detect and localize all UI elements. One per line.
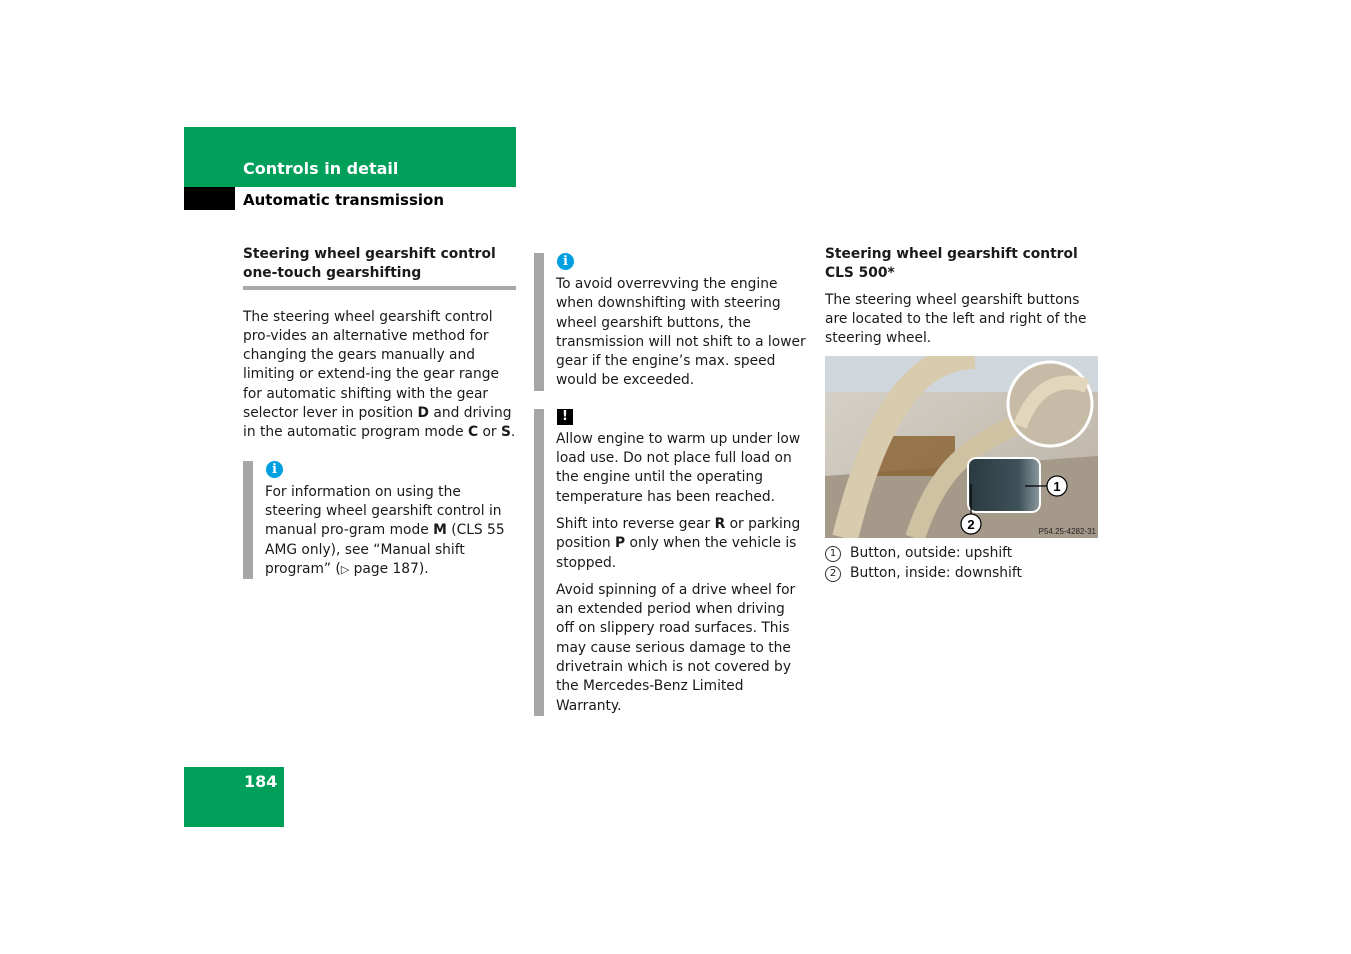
warning-note <box>534 409 806 716</box>
legend-item: 1 Button, outside: upshift <box>825 544 1100 563</box>
header-marker <box>184 187 235 210</box>
figure-code: P54.25-4282-31 <box>1038 527 1096 537</box>
warning-text-3: Avoid spinning of a drive wheel for an extended period when driving off on slippery road surfaces. This may cause serious damage to the drivetrain which is not covered by the Mercedes-Benz Limited Warranty. <box>556 581 796 714</box>
page-number: 184 <box>244 772 278 791</box>
section-title: Controls in detail <box>243 159 399 178</box>
subsection-title: Automatic transmission <box>243 191 444 209</box>
steering-wheel-photo <box>825 356 1098 538</box>
column-1 <box>243 245 516 579</box>
legend-item: 2 Button, inside: downshift <box>825 564 1100 583</box>
warning-text-2: Shift into reverse gear R or parking position P only when the vehicle is stopped. <box>556 515 801 571</box>
column-2 <box>534 250 806 716</box>
column-1-heading: Steering wheel gearshift control one-touch gearshifting <box>243 245 516 290</box>
info-note <box>243 461 516 579</box>
info-note-overrev <box>534 253 806 391</box>
figure-callout-1: 1 <box>1053 479 1061 495</box>
info-text: To avoid overrevving the engine when downshifting with steering wheel gearshift buttons, the transmission will not shift to a lower gear if the engine’s max. speed would be exceeded. <box>556 276 806 389</box>
legend-number-2: 2 <box>825 566 841 582</box>
note-bar <box>243 461 253 579</box>
header-band <box>184 127 516 187</box>
column-1-body: The steering wheel gearshift control pro-vides an alternative method for changing the gears manually and limiting or extend-ing the gear range for automatic shifting with the gear selector lever in position D and driving in the automatic program mode C or S. <box>243 308 516 441</box>
info-icon: i <box>557 253 574 270</box>
steering-wheel-illustration <box>825 356 1098 538</box>
column-3-heading: Steering wheel gearshift control CLS 500* <box>825 246 1078 282</box>
legend-number-1: 1 <box>825 546 841 562</box>
info-icon: i <box>266 461 283 478</box>
warning-icon: ! <box>557 409 573 425</box>
figure-legend <box>825 544 1100 583</box>
note-bar <box>534 409 544 716</box>
warning-text-1: Allow engine to warm up under low load use. Do not place full load on the engine until the operating temperature has been reached. <box>556 430 801 505</box>
info-note-text: For information on using the steering wheel gearshift control in manual pro-gram mode M (CLS 55 AMG only), see “Manual shift program” (▷ page 187). <box>265 483 505 577</box>
note-bar <box>534 253 544 391</box>
figure-callout-2: 2 <box>967 517 975 533</box>
page-ref-arrow: ▷ <box>340 562 350 576</box>
column-3-intro: The steering wheel gearshift buttons are located to the left and right of the steering wheel. <box>825 291 1087 347</box>
column-3 <box>825 245 1100 583</box>
